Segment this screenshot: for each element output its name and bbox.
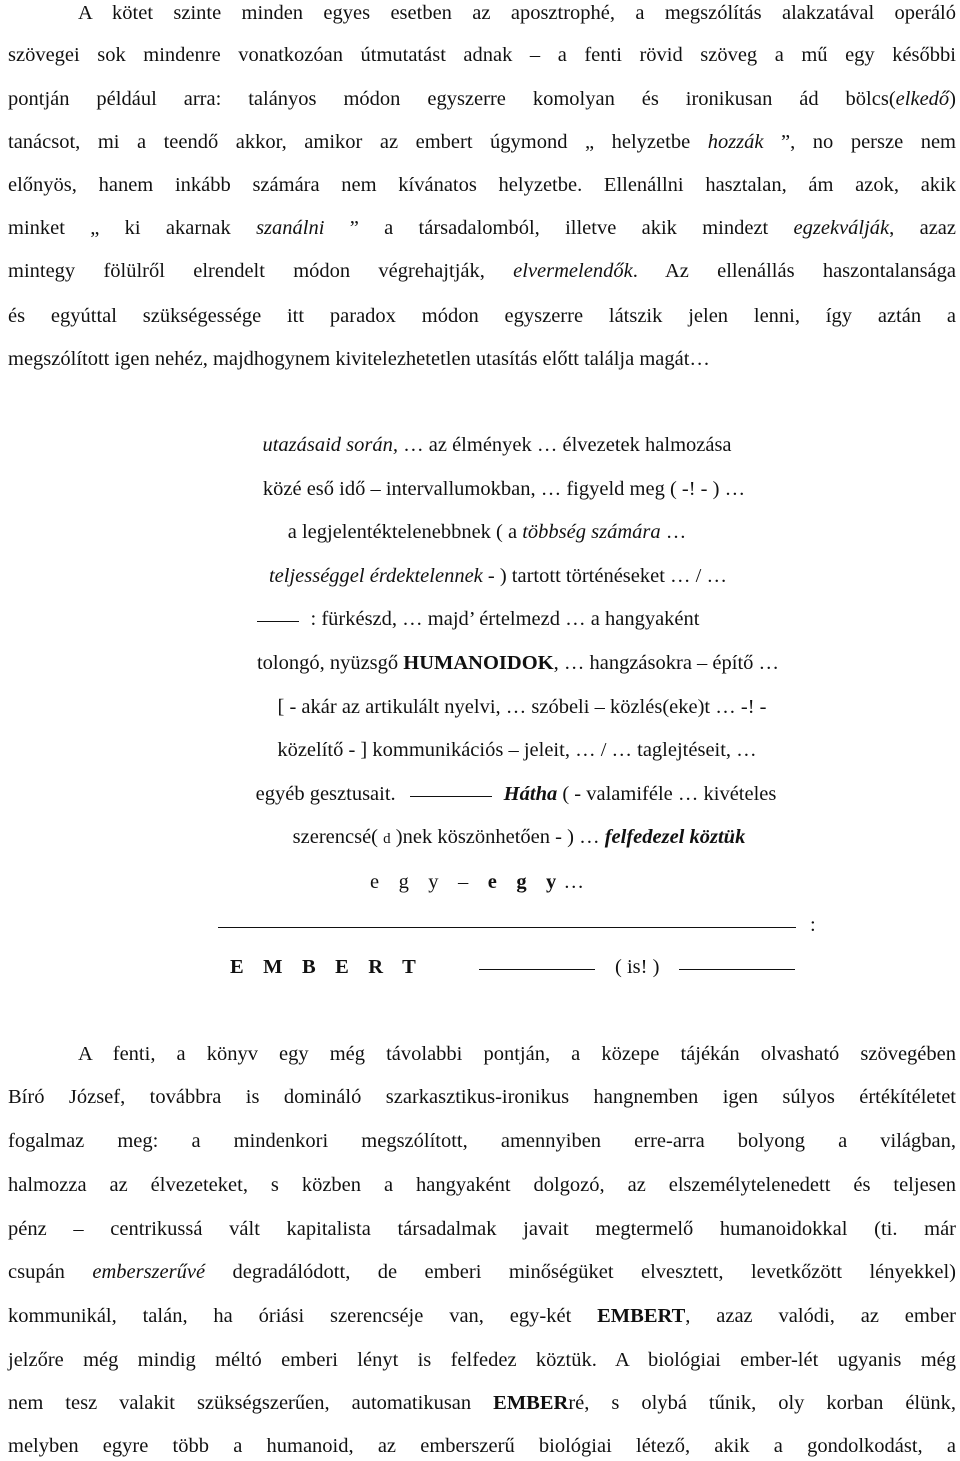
paragraph-1-line-9: megszólított igen nehéz, majdhogynem kivitelezhetetlen utasítás előtt találja magát… — [8, 348, 710, 370]
poem-line-2: közé eső idő – intervallumokban, … figyeld meg ( -! - ) … — [262, 478, 746, 500]
paragraph-2-line-6: csupán emberszerűvé degradálódott, de emberi minőségüket elvesztett, levetkőzött lényekkel) — [8, 1261, 956, 1283]
paragraph-1-line-3: pontján például arra: talányos módon egyszerre komolyan és ironikusan ád bölcs(elkedő) — [8, 88, 956, 110]
paragraph-1-line-7: mintegy fölülről elrendelt módon végrehajtják, elvermelendők. Az ellenállás haszontalansága — [8, 260, 957, 282]
paragraph-1-line-6: minket „ ki akarnak szanálni ” a társadalomból, illetve akik mindezt egzekválják, azaz — [8, 217, 956, 239]
poem-rule-medium — [410, 796, 492, 797]
paragraph-2-line-7: kommunikál, talán, ha óriási szerencséje van, egy-két EMBERT, azaz valódi, az ember — [8, 1305, 956, 1327]
poem-line-7: [ - akár az artikulált nyelvi, … szóbeli – közlés(eke)t … -! - — [277, 696, 767, 718]
poem-rule-long — [218, 927, 796, 928]
paragraph-1-line-2: szövegei sok mindenre vonatkozóan útmutatást adnak – a fenti rövid szöveg a mű egy későbbi — [8, 44, 956, 66]
paragraph-2-line-3: fogalmaz meg: a mindenkori megszólított, amennyiben erre-arra bolyong a világban, — [8, 1130, 956, 1152]
poem-line-3: a legjelentéktelenebbnek ( a többség számára … — [287, 521, 687, 543]
paragraph-2-line-9: nem tesz valakit szükségszerűen, automatikusan EMBERré, s olybá tűnik, oly korban élünk, — [8, 1392, 956, 1414]
poem-line-1: utazásaid során, … az élmények … élvezetek halmozása — [262, 434, 732, 456]
poem-line-10: szerencsé( d )nek köszönhetően - ) … felfedezel köztük — [292, 826, 746, 848]
paragraph-1-line-1: A kötet szinte minden egyes esetben az aposztrophé, a megszólítás alakzatával operáló — [78, 2, 956, 24]
poem-line-11: e g y – e g y… — [370, 871, 584, 893]
poem-ember-word: E M B E R T — [230, 956, 424, 978]
poem-line-9: egyéb gesztusait. Hátha ( - valamiféle … kivételes — [255, 783, 777, 805]
poem-rule-short — [257, 621, 299, 622]
poem-line-4: teljességgel érdektelennek - ) tartott történéseket … / … — [268, 565, 728, 587]
paragraph-2-line-2: Bíró József, továbbra is domináló szarkasztikus-ironikus hangnemben igen súlyos értékítéletet — [8, 1086, 956, 1108]
paragraph-2-line-10: melyben egyre több a humanoid, az emberszerű biológiai létező, akik a gondolkodást, a — [8, 1435, 956, 1457]
poem-line-12: : — [218, 910, 838, 940]
paragraph-2-line-4: halmozza az élvezeteket, s közben a hangyaként dolgozó, az elszemélytelenedett és teljesen — [8, 1174, 956, 1196]
poem-line-8: közelítő - ] kommunikációs – jeleit, … / … taglejtéseit, … — [277, 739, 757, 761]
poem-line-6: tolongó, nyüzsgő HUMANOIDOK, … hangzásokra – építő … — [256, 652, 780, 674]
paragraph-2-line-5: pénz – centrikussá vált kapitalista társadalmak javait megtermelő humanoidokkal (ti. már — [8, 1218, 956, 1240]
poem-line-13: E M B E R T ( is! ) — [230, 952, 850, 982]
paragraph-1-line-5: előnyös, hanem inkább számára nem kívánatos helyzetbe. Ellenállni hasztalan, ám azok, akik — [8, 174, 956, 196]
poem-rule-right — [679, 969, 795, 970]
paragraph-2-line-8: jelzőre még mindig méltó emberi lényt is felfedez köztük. A biológiai ember-lét ugyanis még — [8, 1349, 956, 1371]
paragraph-2-line-1: A fenti, a könyv egy még távolabbi pontján, a közepe tájékán olvasható szövegében — [78, 1043, 956, 1065]
paragraph-1-line-8: és egyúttal szükségessége itt paradox módon egyszerre látszik jelen lenni, így aztán a — [8, 305, 956, 327]
poem-rule-left — [479, 969, 595, 970]
poem-line-5: : fürkészd, … majd’ értelmezd … a hangyaként — [0, 604, 958, 634]
paragraph-1-line-4: tanácsot, mi a teendő akkor, amikor az embert úgymond „ helyzetbe hozzák ”, no persze nem — [8, 131, 956, 153]
